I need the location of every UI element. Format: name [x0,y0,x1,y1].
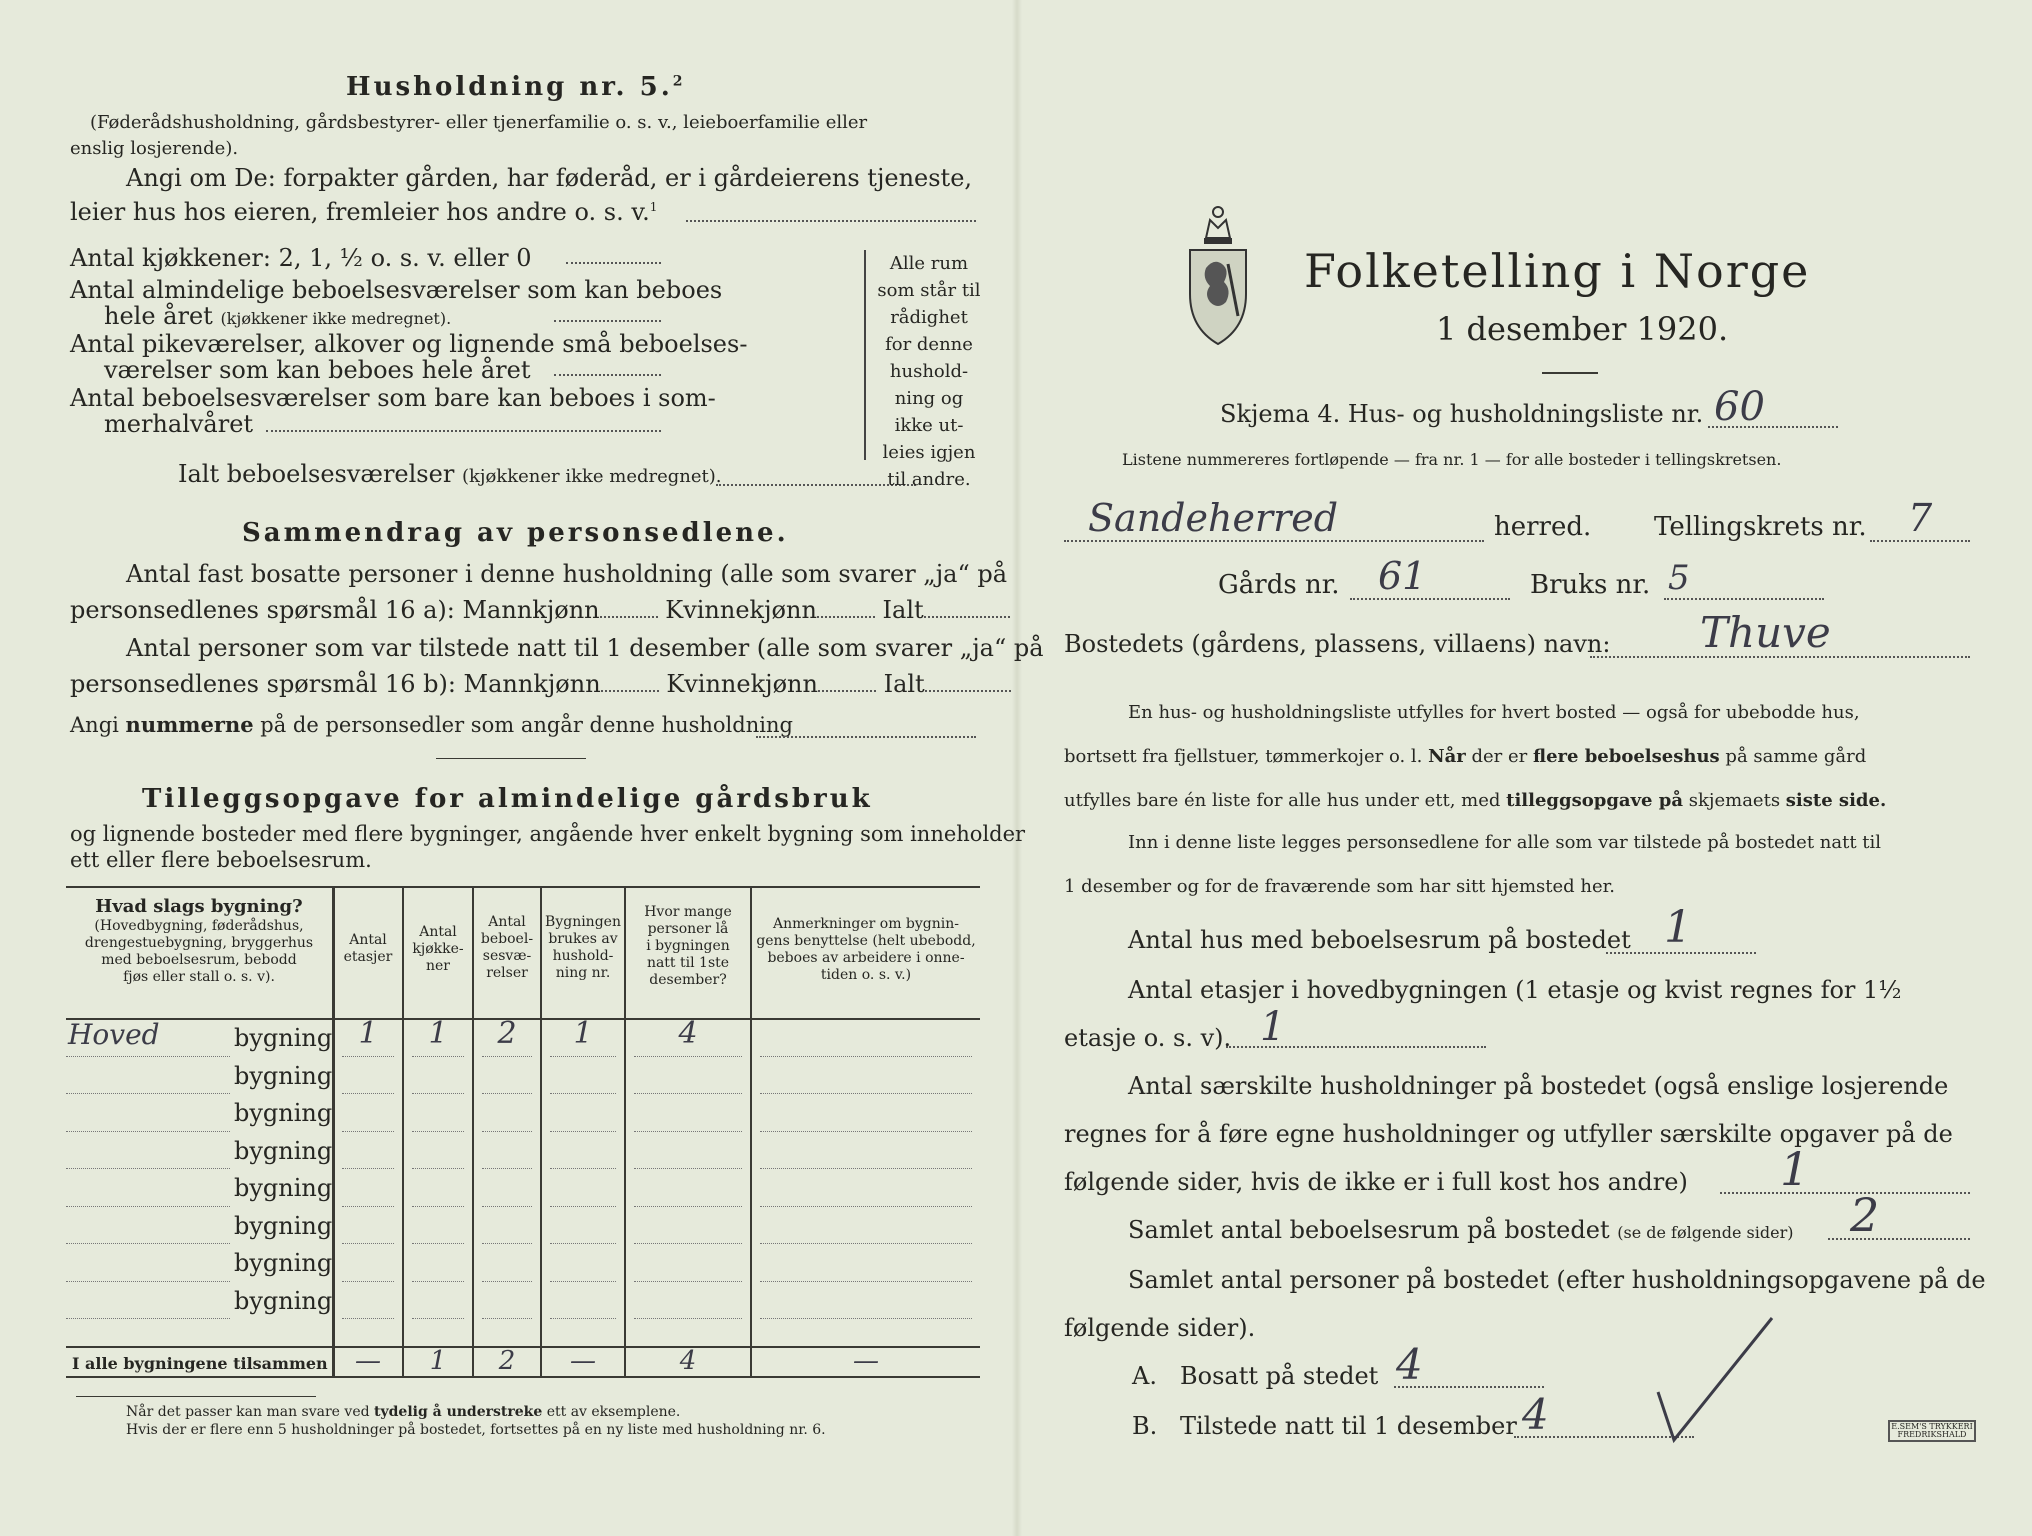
row-dotted-line [66,1206,230,1207]
col4-line: brukes av [548,931,618,947]
angi-answer-line [686,220,976,222]
tilstede-question-2: personsedlenes spørsmål 16 b): Mannkjønn Kvinnekjønn Ialt [70,670,1011,698]
side-note-line: rådighet [890,307,968,328]
cell-dotted-line [482,1056,532,1057]
col2-line: kjøkke- [412,941,464,957]
cell-dotted-line [634,1093,742,1094]
herred-handwritten: Sandeherred [1088,496,1339,540]
cell-dotted-line [412,1318,464,1319]
etasjer-question: Antal etasjer i hovedbygningen (1 etasje og kvist regnes for 1½ [1128,976,1902,1004]
side-note-line: leies igjen [882,442,976,463]
saerskilte-question-2: regnes for å føre egne husholdninger og utfyller særskilte opgaver på de [1064,1120,1953,1148]
left-page [66,0,1044,1536]
cell-dotted-line [412,1131,464,1132]
col3-line: Antal [488,914,526,930]
saerskilte-line [1720,1192,1970,1194]
cell-dotted-line [482,1168,532,1169]
krets-handwritten: 7 [1908,496,1933,540]
para2-line1: Inn i denne liste legges personsedlene for alle som var tilstede på bostedet natt til [1128,832,1882,853]
cell-dotted-line [482,1131,532,1132]
coat-of-arms-icon [1184,198,1252,350]
cell-dotted-line [634,1056,742,1057]
row-dotted-line [66,1056,230,1057]
cell-dotted-line [342,1131,394,1132]
household-title: Husholdning nr. 5.$^2$ [346,72,686,102]
col-header-husholdning [542,914,624,982]
cell-dotted-line [634,1281,742,1282]
row-bygning-label: bygning [234,1174,333,1202]
cell-dotted-line [760,1206,972,1207]
total-kjokkener: 1 [429,1346,447,1376]
almind-question: Antal almindelige beboelsesværelser som kan beboes [70,276,723,304]
page-fold [1012,0,1022,1536]
row-dotted-line [66,1281,230,1282]
col4-line: hushold- [552,948,614,964]
almind-answer-line [554,320,661,322]
tillegg-desc: og lignende bosteder med flere bygninger, angående hver enkelt bygning som inneholder [70,822,1026,846]
col-header-kjokkener [404,924,472,975]
kjokkener-answer-line [566,262,661,264]
para1-line3: utfylles bare én liste for alle hus under ett, med tilleggsopgave på skjemaets siste side. [1064,790,1887,811]
angi-line-1: Angi om De: forpakter gården, har føderåd, er i gårdeierens tjeneste, [126,164,973,192]
row-dotted-line [66,1131,230,1132]
cell-dotted-line [760,1093,972,1094]
total-husholdning: — [570,1346,596,1376]
cell-personer: 4 [678,1016,698,1051]
footnote-2: Hvis der er flere enn 5 husholdninger på bostedet, fortsettes på en ny liste med husholdning nr. 6. [126,1422,826,1438]
footnote-1: Når det passer kan man svare ved tydelig å understreke ett av eksemplene. [126,1404,681,1420]
cell-dotted-line [760,1281,972,1282]
col0-sub-line: med beboelsesrum, bebodd [101,952,297,968]
cell-etasjer: 1 [358,1016,378,1051]
col1-line: Antal [349,932,387,948]
saerskilte-question-3: følgende sider, hvis de ikke er i full kost hos andre) [1064,1168,1688,1196]
col-header-etasjer [334,932,402,966]
gards-label: Gårds nr. [1218,570,1340,600]
cell-dotted-line [342,1093,394,1094]
cell-dotted-line [760,1318,972,1319]
row-bygning-label: bygning [234,1061,333,1090]
cell-dotted-line [634,1206,742,1207]
total-personer: 4 [679,1346,697,1376]
listene-note: Listene nummereres fortløpende — fra nr. 1 — for alle bosteder i tellingskretsen. [1122,450,1782,469]
col5-line: desember? [649,972,727,988]
row-bygning-label: bygning [234,1024,333,1052]
cell-husholdning: 1 [573,1016,593,1051]
cell-dotted-line [342,1281,394,1282]
cell-dotted-line [412,1093,464,1094]
col6-line: Anmerkninger om bygnin- [773,916,959,932]
herred-label: herred. [1494,512,1592,542]
gards-line [1350,598,1510,600]
printer-stamp: E.SEM'S TRYKKERI FREDRIKSHALD [1888,1420,1976,1442]
almind-question-2: hele året (kjøkkener ikke medregnet). [104,302,452,330]
skjema-label: Skjema 4. Hus- og husholdningsliste nr. [1220,400,1704,428]
bosatt-letter: A. [1132,1362,1157,1390]
bosatt-handwritten: 4 [1396,1340,1423,1389]
cell-dotted-line [550,1056,616,1057]
col4-line: Bygningen [545,914,621,930]
col5-line: Hvor mange [644,904,732,920]
kjokkener-question: Antal kjøkkener: 2, 1, ½ o. s. v. eller 0 [70,244,532,272]
side-note-line: ning og [894,388,964,409]
household-note: (Føderådshusholdning, gårdsbestyrer- eller tjenerfamilie o. s. v., leieboerfamilie eller [90,112,868,133]
etasjer-handwritten: 1 [1260,1004,1286,1050]
total-anmerkninger: — [853,1346,879,1376]
samlet-pers-question: Samlet antal personer på bostedet (efter husholdningsopgavene på de [1128,1266,1986,1294]
cell-dotted-line [482,1318,532,1319]
sammendrag-title: Sammendrag av personsedlene. [242,518,789,548]
cell-dotted-line [342,1168,394,1169]
col2-line: ner [426,958,450,974]
side-note-line: som står til [877,280,981,301]
cell-dotted-line [412,1206,464,1207]
cell-dotted-line [760,1243,972,1244]
nummerne-answer-line [756,736,976,738]
total-vaerelser: 2 [498,1346,516,1376]
row-dotted-line [66,1168,230,1169]
cell-dotted-line [550,1168,616,1169]
row-dotted-line [66,1093,230,1094]
col2-line: Antal [419,924,457,940]
fast-bosatte-question-2: personsedlenes spørsmål 16 a): Mannkjønn Kvinnekjønn Ialt [70,596,1010,624]
col5-line: natt til 1ste [646,955,730,971]
cell-dotted-line [760,1168,972,1169]
tilstede-handwritten: 4 [1522,1390,1549,1439]
cell-dotted-line [482,1093,532,1094]
col6-line: tiden o. s. v.) [820,967,912,983]
sommer-question-2: merhalvåret [104,410,254,438]
col6-line: beboes av arbeidere i onne- [767,950,965,966]
row-bygning-label: bygning [234,1249,333,1277]
col0-sub-line: (Hovedbygning, føderådshus, [94,918,304,934]
cell-dotted-line [550,1243,616,1244]
cell-dotted-line [412,1281,464,1282]
saerskilte-question: Antal særskilte husholdninger på bostedet (også enslige losjerende [1128,1072,1949,1100]
row-bygning-label: bygning [234,1136,333,1165]
cell-dotted-line [760,1056,972,1057]
pike-question-2: værelser som kan beboes hele året [104,356,531,384]
bruks-label: Bruks nr. [1530,570,1651,600]
samlet-pers-question-2: følgende sider). [1064,1314,1256,1342]
cell-dotted-line [634,1168,742,1169]
col5-line: personer lå [647,921,729,937]
cell-dotted-line [482,1243,532,1244]
total-label: I alle bygningene tilsammen [72,1354,328,1373]
herred-line [1064,540,1484,542]
tilstede-question: Antal personer som var tilstede natt til 1 desember (alle som svarer „ja“ på [126,634,1044,662]
cell-dotted-line [342,1206,394,1207]
cell-dotted-line [634,1318,742,1319]
pike-question: Antal pikeværelser, alkover og lignende små beboelses- [70,330,748,358]
cell-dotted-line [550,1206,616,1207]
fast-bosatte-question: Antal fast bosatte personer i denne husholdning (alle som svarer „ja“ på [126,560,1008,588]
cell-dotted-line [412,1243,464,1244]
col3-line: sesvæ- [482,948,532,964]
etasjer-question-2: etasje o. s. v). [1064,1024,1232,1052]
cell-dotted-line [482,1281,532,1282]
nummerne-question: Angi nummerne på de personsedler som angår denne husholdning [70,712,793,737]
cell-dotted-line [550,1131,616,1132]
col-header-anmerkninger [752,916,980,984]
tilstede-label: Tilstede natt til 1 desember [1180,1412,1517,1440]
bruks-handwritten: 5 [1668,558,1690,598]
tillegg-title: Tilleggsopgave for almindelige gårdsbruk [142,784,873,814]
cell-dotted-line [342,1243,394,1244]
side-note-line: ikke ut- [894,415,964,436]
cell-dotted-line [412,1168,464,1169]
col3-line: relser [486,965,528,981]
title-rule [1542,372,1598,374]
bosatt-label: Bosatt på stedet [1180,1362,1379,1390]
household-note-2: enslig losjerende). [70,138,239,159]
saerskilte-handwritten: 1 [1780,1142,1810,1196]
side-note-line: hushold- [889,361,969,382]
krets-line [1870,540,1970,542]
cell-dotted-line [342,1318,394,1319]
side-note-line: Alle rum [889,253,969,274]
ialt-question: Ialt beboelsesværelser (kjøkkener ikke medregnet). [178,460,722,488]
col-header-vaerelser [474,914,540,982]
col0-sub-line: fjøs eller stall o. s. v). [123,969,275,985]
cell-dotted-line [634,1131,742,1132]
checkmark-icon [1640,1310,1790,1450]
row-dotted-line [66,1243,230,1244]
total-etasjer: — [355,1346,381,1376]
buildings-table [66,886,980,1380]
cell-dotted-line [634,1243,742,1244]
gards-handwritten: 61 [1378,554,1427,598]
col-header-type: Hvad slags bygning? (Hovedbygning, føderådshus, drengestuebygning, bryggerhus med beboelsesrum, bebodd fjøs eller stall o. s. v). [66,896,332,986]
right-page [1060,0,1986,1536]
sommer-question: Antal beboelsesværelser som bare kan beboes i som- [70,384,716,412]
cell-dotted-line [550,1093,616,1094]
para1-line2: bortsett fra fjellstuer, tømmerkojer o. l. Når der er flere beboelseshus på samme gård [1064,746,1867,767]
cell-dotted-line [550,1318,616,1319]
row-bygning-label: bygning [234,1099,333,1127]
col4-line: ning nr. [555,965,611,981]
main-title: Folketelling i Norge [1304,244,1811,298]
cell-dotted-line [342,1056,394,1057]
bosted-label: Bostedets (gårdens, plassens, villaens) navn: [1064,630,1611,658]
row-bygning-label: bygning [234,1211,333,1240]
tilstede-letter: B. [1132,1412,1158,1440]
hus-question: Antal hus med beboelsesrum på bostedet [1128,926,1631,954]
bosted-handwritten: Thuve [1700,608,1831,657]
census-date: 1 desember 1920. [1436,310,1729,348]
side-note-line: til andre. [887,469,971,490]
col1-line: etasjer [343,949,393,965]
cell-vaerelser: 2 [497,1016,517,1051]
cell-dotted-line [412,1056,464,1057]
skjema-nr-handwritten: 60 [1714,384,1765,430]
col3-line: beboel- [480,931,534,947]
samlet-rum-handwritten: 2 [1850,1188,1880,1242]
tillegg-desc-2: ett eller flere beboelsesrum. [70,848,372,872]
side-note [874,250,984,493]
col5-line: i bygningen [646,938,730,954]
footnote-separator [76,1396,316,1397]
angi-line-2: leier hus hos eieren, fremleier hos andre o. s. v.$^1$ [70,198,658,226]
col-header-personer [626,904,750,989]
row-building-type: Hoved [68,1018,160,1051]
cell-kjokkener: 1 [428,1016,448,1051]
side-note-bracket [864,250,866,460]
pike-answer-line [554,374,661,376]
para2-line2: 1 desember og for de fraværende som har sitt hjemsted her. [1064,876,1615,897]
para1-line1: En hus- og husholdningsliste utfylles for hvert bosted — også for ubebodde hus, [1128,702,1860,723]
col0-sub-line: drengestuebygning, bryggerhus [84,935,314,951]
row-bygning-label: bygning [234,1286,333,1315]
samlet-rum-question: Samlet antal beboelsesrum på bostedet (se de følgende sider) [1128,1216,1794,1244]
side-note-line: for denne [885,334,973,355]
cell-dotted-line [760,1131,972,1132]
sommer-answer-line [266,430,661,432]
separator [436,758,586,759]
bruks-line [1664,598,1824,600]
col6-line: gens benyttelse (helt ubebodd, [756,933,976,949]
krets-label: Tellingskrets nr. [1654,512,1867,542]
cell-dotted-line [550,1281,616,1282]
cell-dotted-line [482,1206,532,1207]
hus-handwritten: 1 [1664,902,1692,953]
row-dotted-line [66,1318,230,1319]
